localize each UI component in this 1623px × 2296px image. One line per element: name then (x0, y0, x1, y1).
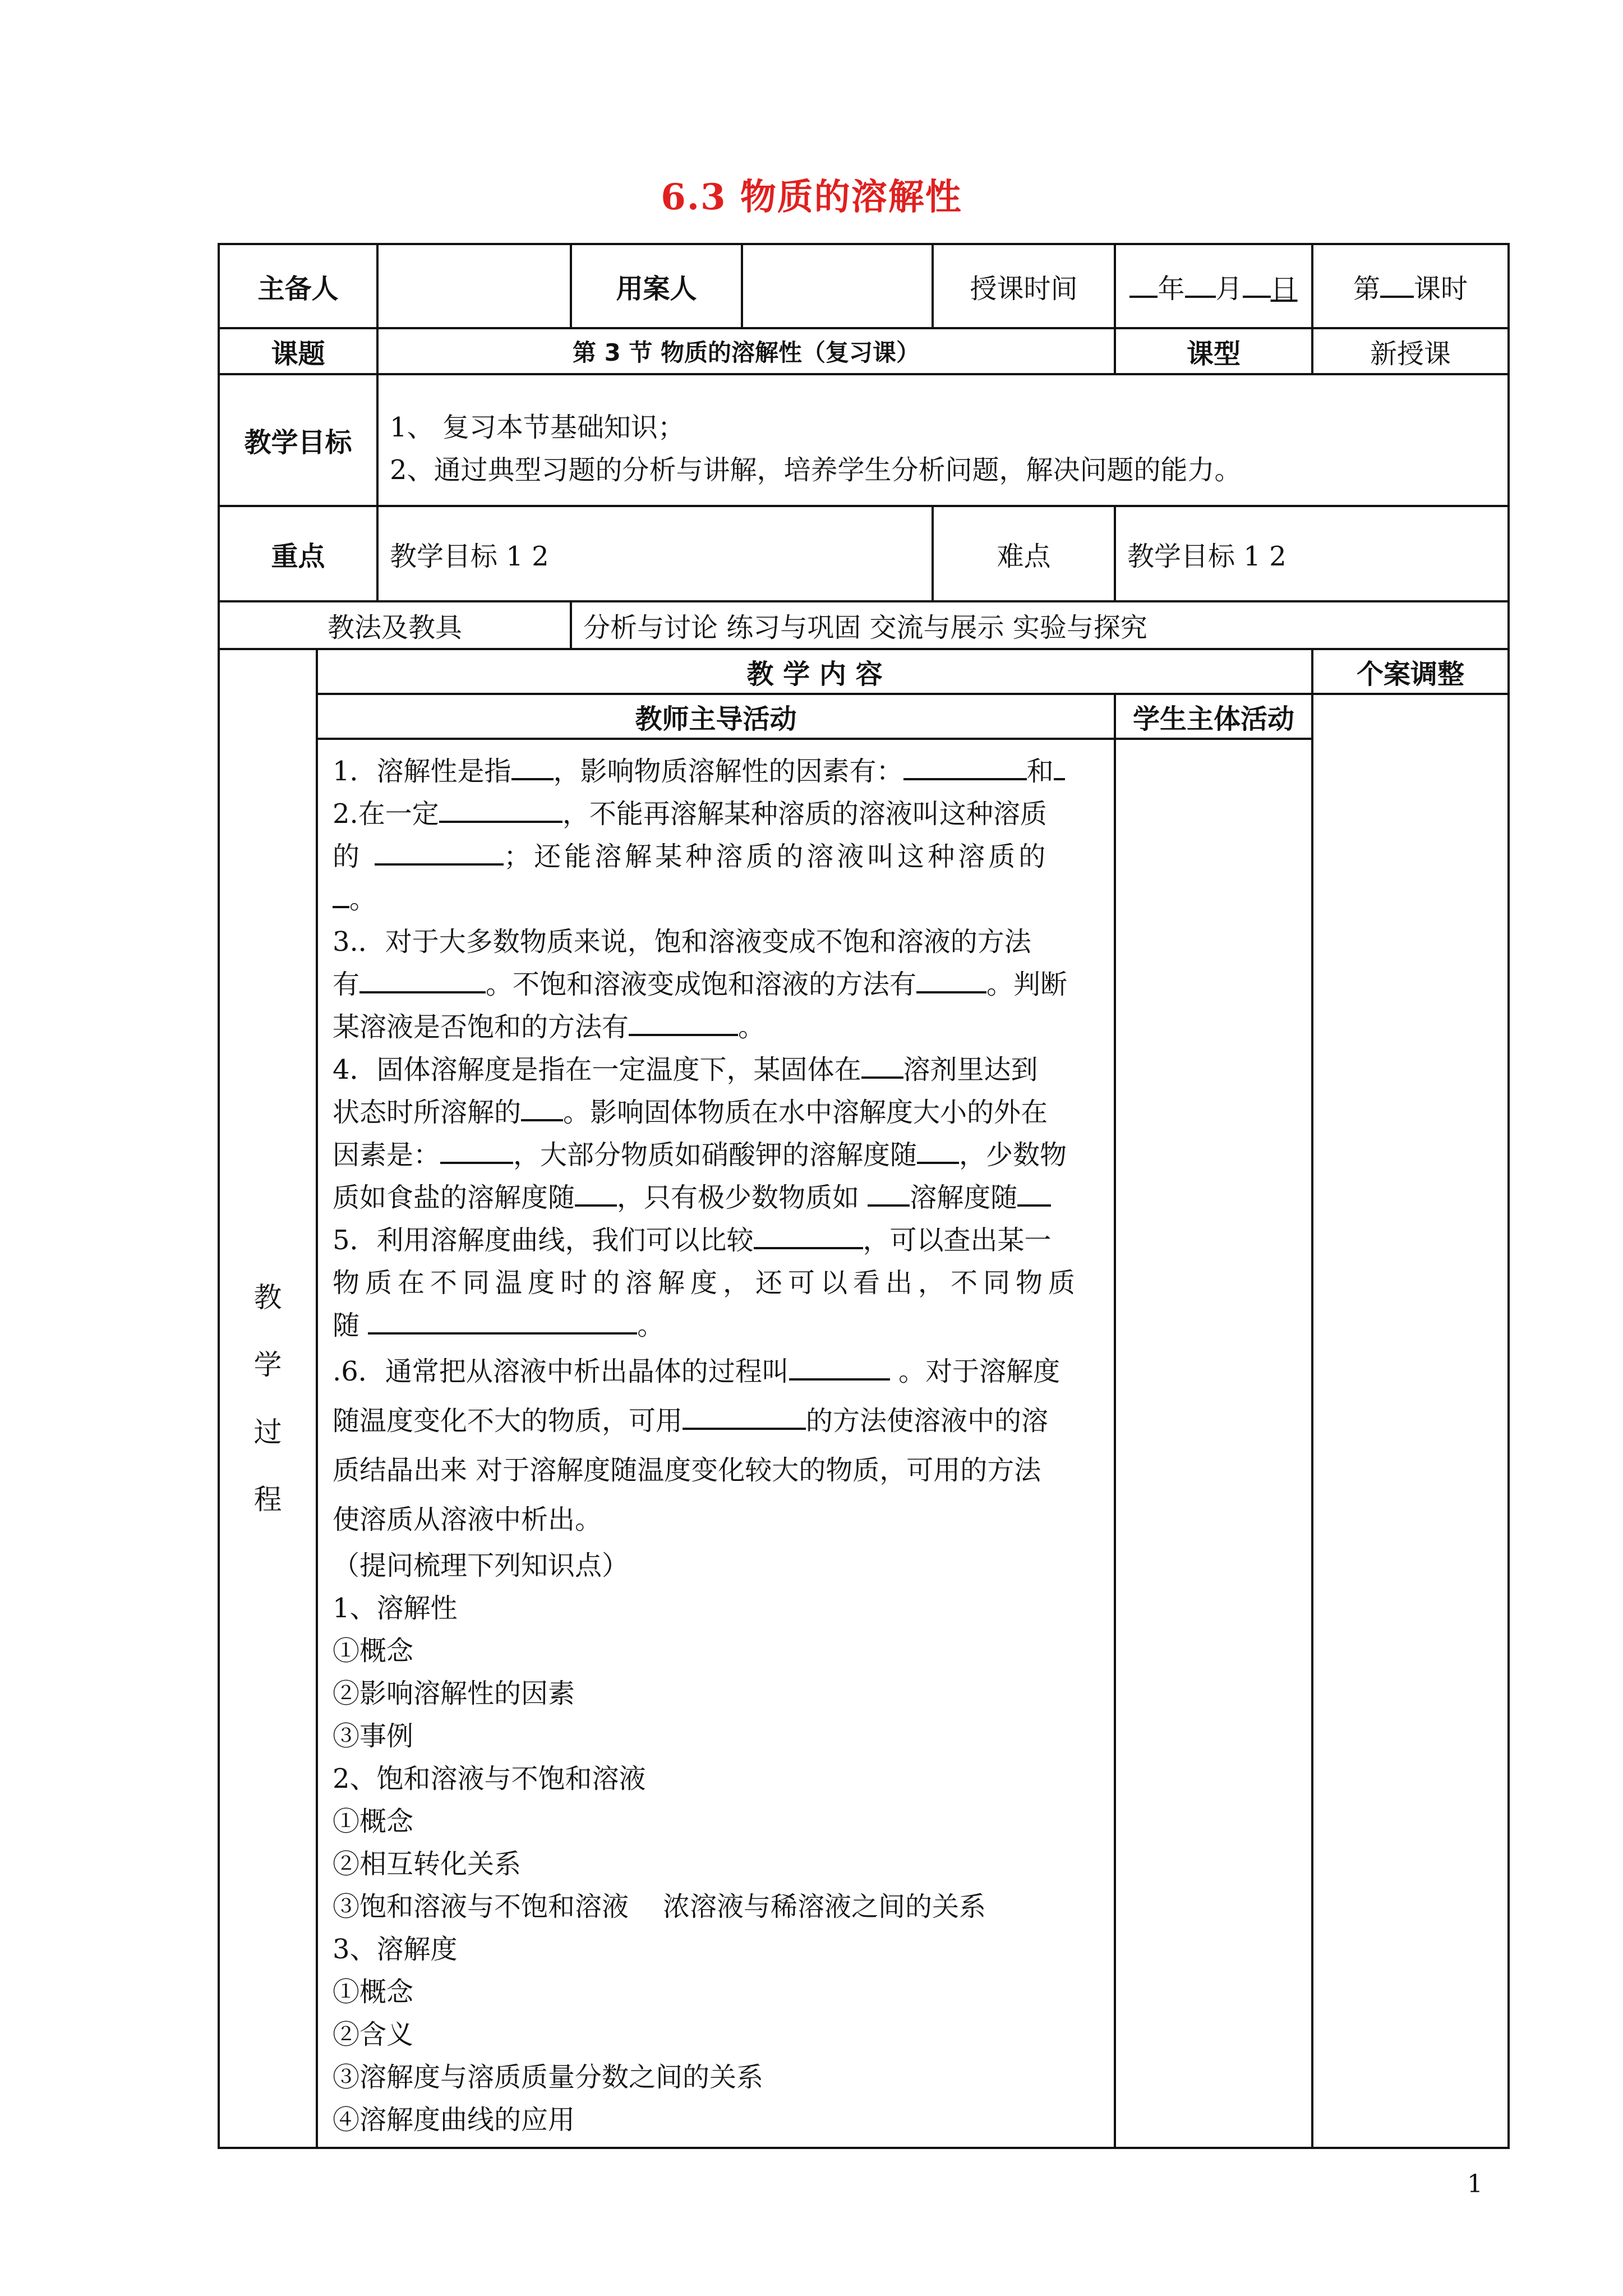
question-5: 5．利用溶解度曲线，我们可以比较 ，可以查出某一 (333, 1219, 1103, 1262)
outline-item: 1、溶解性 (333, 1593, 458, 1624)
question-6: .6．通常把从溶液中析出晶体的过程叫 。对于溶解度 随温度变化不大的物质，可用 的方法使溶液中的溶 质结晶出来 对于溶解度随温度变化较大的物质，可用的方法 使溶质从溶液中析出。 (333, 1347, 1103, 1544)
topic-label: 课题 (219, 328, 377, 374)
question-4: 4．固体溶解度是指在一定温度下，某固体在 溶剂里达到 (333, 1048, 1103, 1091)
question-2: 2.在一定 ，不能再溶解某种溶质的溶液叫这种溶质 (333, 793, 1103, 835)
goal-item: 1、 复习本节基础知识； (390, 411, 685, 443)
outline-item: 3、溶解度 (333, 1934, 458, 1965)
outline-item: ③事例 (333, 1720, 414, 1752)
outline-item: ④溶解度曲线的应用 (333, 2104, 575, 2136)
page-title: 6.3 物质的溶解性 (661, 176, 962, 218)
time-label: 授课时间 (933, 244, 1115, 328)
knowledge-outline (333, 1544, 1103, 2141)
teacher-activity: 1．溶解性是指 ，影响物质溶解性的因素有： 和 2.在一定 ，不能再溶解某种溶质的溶液叫这种溶质 的 ；还能溶解某种溶质的溶液叫这种溶质的 。 3.．对于大多数物质来说，饱和溶液变成不饱和溶液的方法 有 。不饱和溶液变成饱和溶液的方法有 。判断 某溶液是否饱和的方法有 。 4．固体溶解度是指在一定温度下，某固体在 溶剂里达到 状态时所溶解的 。影响固体物质在水中溶解度大小的外在 因素是： ，大部分物质如硝酸钾的溶解度随 ，少数物 质如食盐的溶解度随 ，只有极少数物质如 溶解度随 5．利用溶解度曲线，我们可以比较 ，可以查出某一 物质在不同温度时的溶解度，还可以看出，不同物质 随 。 .6．通常把从溶液中析出晶体的过程叫 。对于溶解度 随温度变化不大的物质，可用 的方法使溶液中的溶 质结晶出来 对于溶解度随温度变化较大的物质，可用的方法 使溶质从溶液中析出。 （提问梳理下列知识点） 1、溶解性 ①概念 ②影响溶解性的因素 ③事例 2、饱和溶液与不饱和溶液 ①概念 ②相互转化关系 ③饱和溶液与不饱和溶液 浓溶液与稀溶液之间的关系 3、溶解度 ①概念 ②含义 ③溶解度与溶质质量分数之间的关系 ④溶解度曲线的应用 (317, 739, 1115, 2148)
adjust-cell (1312, 694, 1509, 2148)
question-3: 3.．对于大多数物质来说，饱和溶液变成不饱和溶液的方法 (333, 926, 1031, 958)
student-header: 学生主体活动 (1115, 694, 1312, 739)
key-label: 重点 (219, 506, 377, 601)
difficulty-label: 难点 (933, 506, 1115, 601)
type-label: 课型 (1115, 328, 1312, 374)
topic-value: 第 3 节 物质的溶解性（复习课） (377, 328, 1115, 374)
outline-item: ②影响溶解性的因素 (333, 1678, 575, 1709)
goals-list (377, 374, 1509, 506)
teacher-header: 教师主导活动 (317, 694, 1115, 739)
outline-item: ①概念 (333, 1976, 414, 2008)
user-value (742, 244, 933, 328)
type-value: 新授课 (1312, 328, 1509, 374)
user-label: 用案人 (571, 244, 742, 328)
key-value: 教学目标 1 2 (377, 506, 933, 601)
outline-item: ①概念 (333, 1635, 414, 1667)
question-1: 1．溶解性是指 ，影响物质溶解性的因素有： 和 (333, 750, 1103, 793)
content-header: 教 学 内 容 (317, 649, 1312, 694)
student-activity (1115, 739, 1312, 2148)
adjust-header: 个案调整 (1312, 649, 1509, 694)
methods-label: 教法及教具 (219, 601, 571, 649)
difficulty-value: 教学目标 1 2 (1115, 506, 1509, 601)
outline-item: ③饱和溶液与不饱和溶液 浓溶液与稀溶液之间的关系 (333, 1891, 986, 1922)
methods-value: 分析与讨论 练习与巩固 交流与展示 实验与探究 (571, 601, 1509, 649)
outline-item: ②相互转化关系 (333, 1848, 522, 1880)
preparer-label: 主备人 (219, 244, 377, 328)
lesson-date: 年 月 日 (1115, 244, 1312, 328)
process-label: 教 学 过 程 (219, 649, 317, 2148)
outline-item: 2、饱和溶液与不饱和溶液 (333, 1763, 646, 1795)
preparer-value (377, 244, 571, 328)
goal-item: 2、通过典型习题的分析与讲解，培养学生分析问题，解决问题的能力。 (390, 454, 1242, 486)
lesson-plan-table (218, 243, 1510, 2149)
outline-item: ③溶解度与溶质质量分数之间的关系 (333, 2062, 764, 2093)
outline-item: ②含义 (333, 2019, 414, 2050)
outline-item: ①概念 (333, 1806, 414, 1837)
outline-item: （提问梳理下列知识点） (333, 1550, 629, 1581)
lesson-period: 第 课时 (1312, 244, 1509, 328)
goals-label: 教学目标 (219, 374, 377, 506)
page-number: 1 (1467, 2170, 1483, 2198)
